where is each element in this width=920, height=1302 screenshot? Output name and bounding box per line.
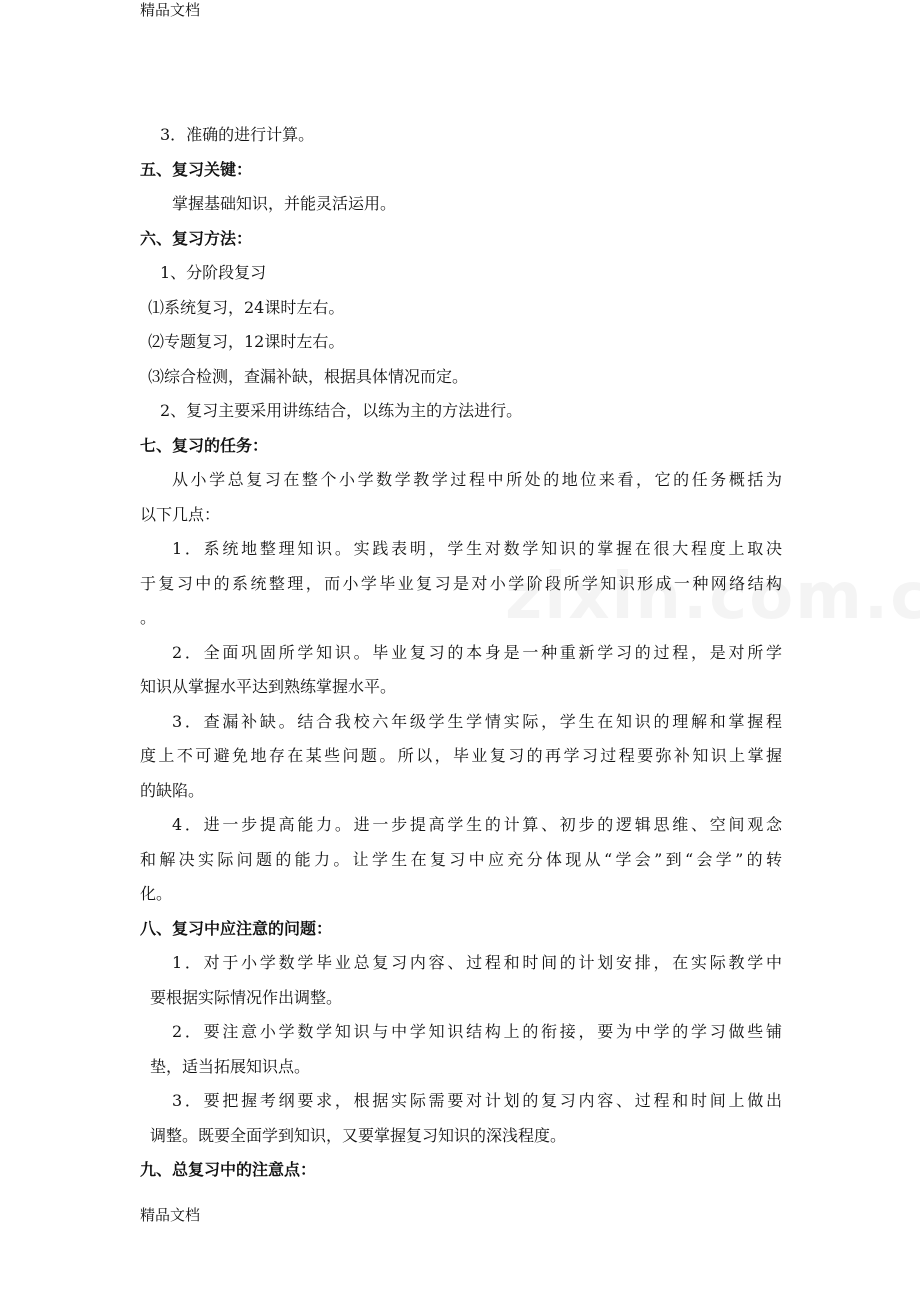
paragraph-line: 3．要把握考纲要求，根据实际需要对计划的复习内容、过程和时间上做出 xyxy=(172,1091,782,1110)
paragraph-line: 3．查漏补缺。结合我校六年级学生学情实际，学生在知识的理解和掌握程 xyxy=(172,711,782,731)
paragraph-line: 的缺陷。 xyxy=(140,780,205,800)
section-heading: 八、复习中应注意的问题： xyxy=(140,918,333,938)
document-body xyxy=(140,118,782,1188)
paragraph-line: 于复习中的系统整理，而小学毕业复习是对小学阶段所学知识形成一种网络结构 xyxy=(140,573,782,593)
section-heading: 六、复习方法： xyxy=(140,228,253,248)
paragraph-line: 1．对于小学数学毕业总复习内容、过程和时间的计划安排，在实际教学中 xyxy=(172,953,782,972)
paragraph-line: 从小学总复习在整个小学数学教学过程中所处的地位来看，它的任务概括为 xyxy=(172,470,782,489)
paragraph-line: 2．全面巩固所学知识。毕业复习的本身是一种重新学习的过程，是对所学 xyxy=(172,642,782,662)
paragraph-line: 和解决实际问题的能力。让学生在复习中应充分体现从“学会”到“会学”的转 xyxy=(140,849,782,869)
paragraph-line: 调整。既要全面学到知识，又要掌握复习知识的深浅程度。 xyxy=(150,1125,567,1145)
text-line: 1、分阶段复习 xyxy=(160,263,267,282)
paragraph-line: 知识从掌握水平达到熟练掌握水平。 xyxy=(140,677,397,696)
section-heading: 九、总复习中的注意点： xyxy=(140,1160,317,1179)
text-line: 2、复习主要采用讲练结合，以练为主的方法进行。 xyxy=(160,401,523,420)
text-line: 3．准确的进行计算。 xyxy=(160,125,315,144)
section-heading: 五、复习关键： xyxy=(140,159,253,179)
text-line: ⑴系统复习，24课时左右。 xyxy=(148,297,345,317)
paragraph-line: 度上不可避免地存在某些问题。所以，毕业复习的再学习过程要弥补知识上掌握 xyxy=(140,746,782,765)
paragraph-line: 1．系统地整理知识。实践表明，学生对数学知识的掌握在很大程度上取决 xyxy=(172,539,782,558)
paragraph-line: 以下几点： xyxy=(140,504,221,524)
paragraph-line: 2．要注意小学数学知识与中学知识结构上的衔接，要为中学的学习做些铺 xyxy=(172,1022,782,1041)
paragraph-line: 要根据实际情况作出调整。 xyxy=(150,987,343,1007)
paragraph-line: 化。 xyxy=(140,884,173,903)
paragraph-line: 4．进一步提高能力。进一步提高学生的计算、初步的逻辑思维、空间观念 xyxy=(172,815,782,834)
text-line: 掌握基础知识，并能灵活运用。 xyxy=(172,194,397,213)
page-footer-label: 精品文档 xyxy=(140,1206,201,1224)
page-header-label: 精品文档 xyxy=(140,1,201,19)
text-line: ⑵专题复习，12课时左右。 xyxy=(148,332,345,351)
paragraph-line: 。 xyxy=(140,608,157,627)
text-line: ⑶综合检测，查漏补缺，根据具体情况而定。 xyxy=(148,366,469,386)
section-heading: 七、复习的任务： xyxy=(140,435,269,455)
paragraph-line: 垫，适当拓展知识点。 xyxy=(150,1056,311,1076)
